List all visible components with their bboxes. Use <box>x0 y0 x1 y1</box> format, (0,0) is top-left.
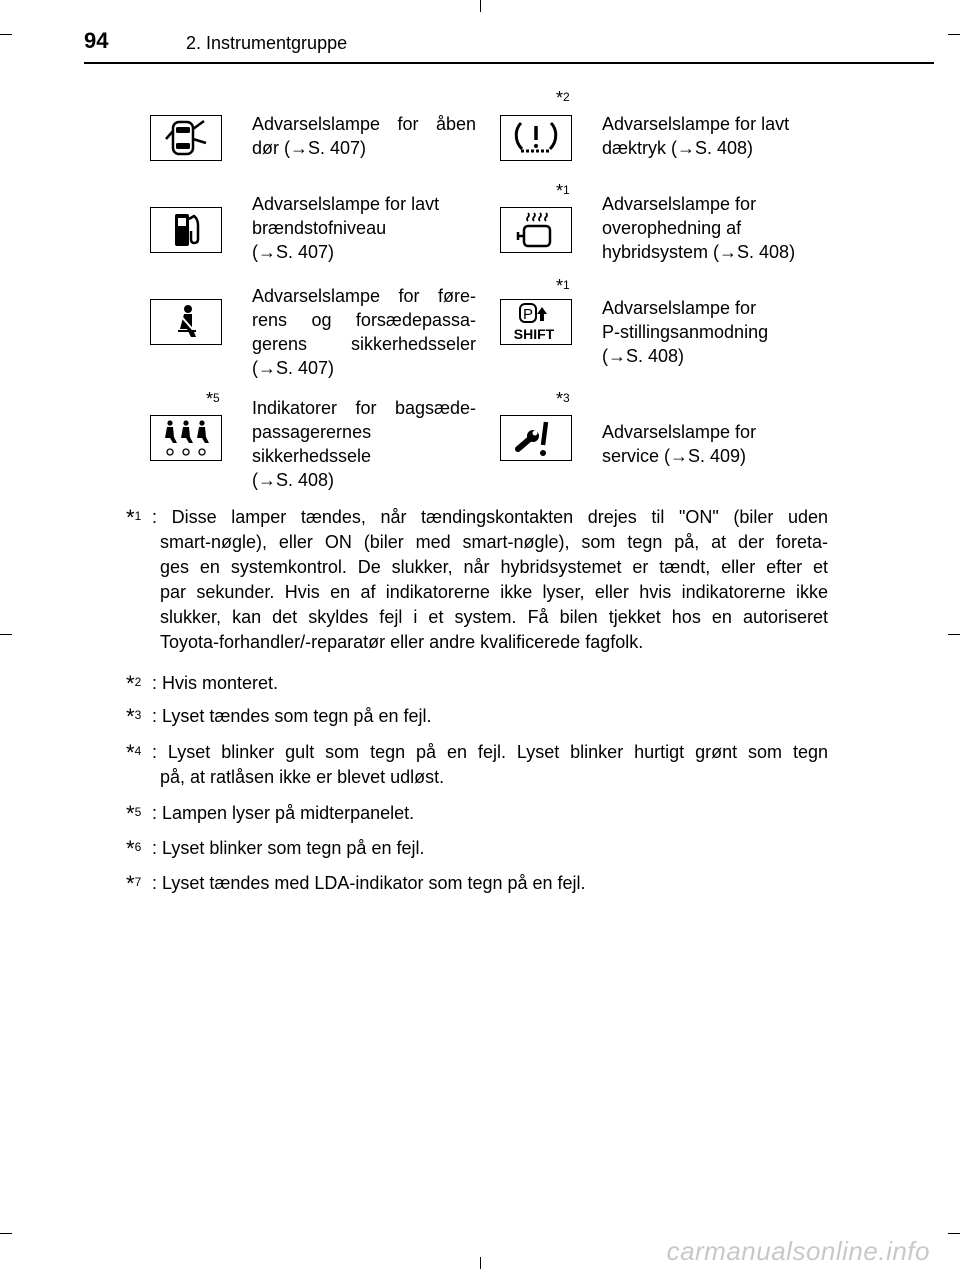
footnote-2: *$^2$ : Hvis monteret. <box>126 671 279 696</box>
crop-mark <box>480 0 481 12</box>
footnote-6: *$^6$ : Lyset blinker som tegn på en fejl. <box>126 836 425 861</box>
footnote-marker: *$^2$ <box>556 88 570 108</box>
footnote-marker: *$^1$ <box>556 276 570 296</box>
footnote-7: *$^7$ : Lyset tændes med LDA-indikator som tegn på en fejl. <box>126 871 586 896</box>
arrow-icon: → <box>258 242 276 262</box>
seatbelt-warning-text: Advarselslampe for føre- rens og forsædepassa- gerens sikkerhedsseler (→S. 407) <box>252 286 476 378</box>
arrow-icon: → <box>258 470 276 490</box>
footnote-marker: *$^3$ <box>556 389 570 409</box>
arrow-icon: → <box>670 446 689 466</box>
arrow-icon: → <box>608 346 626 366</box>
tire-pressure-icon <box>500 115 572 161</box>
page-number: 94 <box>84 28 109 53</box>
footnote-4: *$^4$ : Lyset blinker gult som tegn på en fejl. Lyset blinker hurtigt grønt som tegn på, at ratlåsen ikke er blevet udløst. <box>126 740 828 787</box>
arrow-icon: → <box>677 138 696 158</box>
footnote-marker: *$^1$ <box>556 181 570 201</box>
hybrid-overheat-text: Advarselslampe for overophedning af hybridsystem (→S. 408) <box>602 194 796 262</box>
footnote-3: *$^3$ : Lyset tændes som tegn på en fejl. <box>126 704 432 729</box>
p-shift-icon <box>500 299 572 345</box>
crop-mark <box>948 1233 960 1234</box>
svg-text:P: P <box>522 306 534 323</box>
arrow-icon: → <box>258 358 276 378</box>
fuel-warning-text: Advarselslampe for lavt brændstofniveau (→S. 407) <box>252 194 440 262</box>
hybrid-overheat-icon <box>500 207 572 253</box>
arrow-icon: → <box>290 138 308 158</box>
crop-mark <box>480 1257 481 1269</box>
door-warning-text: Advarselslampe for åben dør (→S. 407) <box>252 114 476 158</box>
header-rule <box>84 62 934 64</box>
arrow-icon: → <box>719 242 738 262</box>
service-warning-text: Advarselslampe for service (→S. 409) <box>602 422 757 466</box>
footnote-5: *$^5$ : Lampen lyser på midterpanelet. <box>126 801 415 826</box>
footnote-marker: *$^5$ <box>206 389 220 409</box>
crop-mark <box>948 34 960 35</box>
p-position-text: Advarselslampe for P-stillingsanmodning (→S. 408) <box>602 298 769 366</box>
seatbelt-icon <box>150 299 222 345</box>
watermark: carmanualsonline.info <box>666 1236 930 1266</box>
tire-warning-text: Advarselslampe for lavt dæktryk (→S. 408) <box>602 114 790 158</box>
crop-mark <box>0 34 12 35</box>
crop-mark <box>0 634 12 635</box>
fuel-pump-icon <box>150 207 222 253</box>
service-wrench-icon <box>500 415 572 461</box>
svg-text:SHIFT: SHIFT <box>513 326 555 342</box>
crop-mark <box>0 1233 12 1234</box>
crop-mark <box>948 634 960 635</box>
door-open-icon <box>150 115 222 161</box>
rear-seatbelt-icon <box>150 415 222 461</box>
section-title: 2. Instrumentgruppe <box>186 33 348 53</box>
footnote-1: *$^1$ : Disse lamper tændes, når tændingskontakten drejes til "ON" (biler uden smart-nøgle), eller ON (biler med smart-nøgle), som tegn på, at der foreta- ges en systemkontrol. De slukker, når hybridsystemet er tændt, eller efter et par sekunder. Hvis en af indikatorerne ikke lyser, eller hvis indikatorerne ikke slukker, kan det skyldes fejl i et system. Få bilen tjekket hos en autoriseret Toyota-forhandler/-reparatør eller andre kvalificerede fagfolk. <box>126 505 828 652</box>
rear-seatbelt-text: Indikatorer for bagsæde- passagerernes sikkerhedssele (→S. 408) <box>252 398 476 490</box>
